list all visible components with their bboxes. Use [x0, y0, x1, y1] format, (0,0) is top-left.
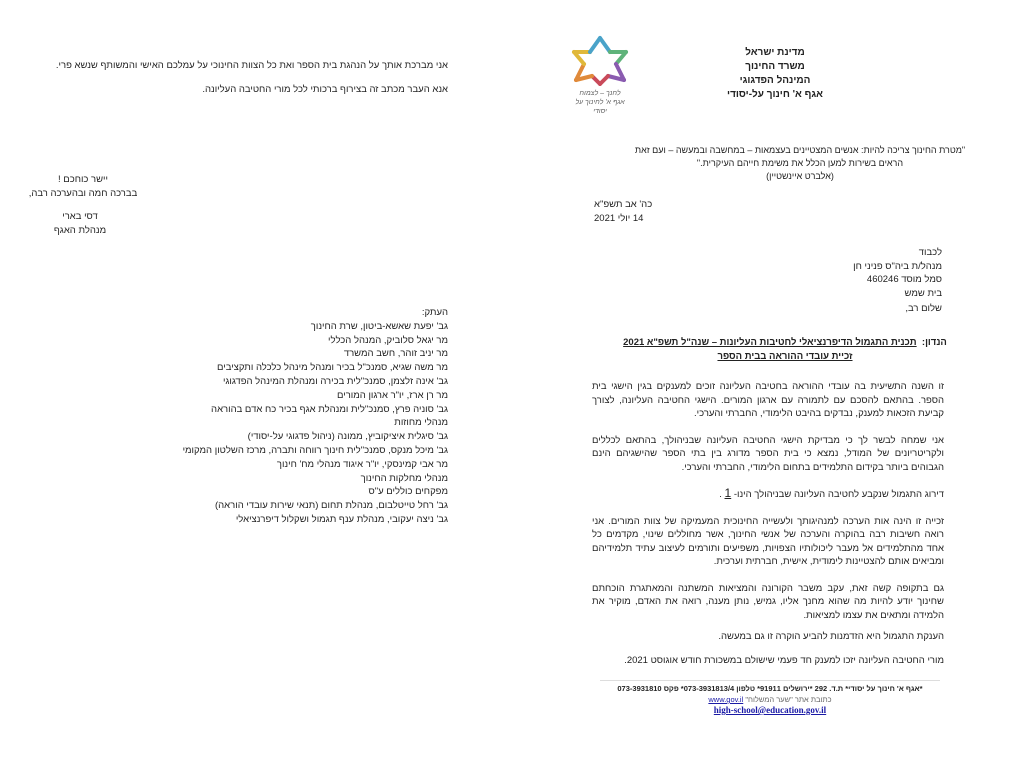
logo-caption-line: לחנך – לצמוח — [579, 90, 621, 97]
body-paragraph: הענקת התגמול היא הזדמנות להביע הוקרה זו גם במעשה. — [718, 631, 944, 642]
cc-label: העתק: — [421, 307, 448, 318]
letter-footer — [600, 680, 940, 716]
footer-contact: *אגף א' חינוך על יסודי* ת.ד. 292 *ירושלים 91911* טלפון 073-3931813/4* פקס 073-3931810 — [617, 684, 923, 693]
body-paragraph: זו השנה התשיעית בה עובדי ההוראה בחטיבה העליונה זוכים למענקים בגין הישגי בית הספר. בהתאם להסכם עם לתמורה עם ארגון המורים. הישגי החטיבה העליונה, לצורך קביעת הזכאות למענק, נבדקים בהיבט הלימודי, החברתי והערכי. — [592, 381, 944, 419]
quote-line: הראים בשירות למען הכלל את משימת חייהם העיקרית." — [696, 158, 904, 168]
signature — [40, 210, 120, 237]
cc-item: מנהלי מחלקות החינוך — [360, 472, 448, 484]
letterhead — [700, 46, 850, 102]
letterhead-line: משרד החינוך — [745, 61, 805, 72]
date-hebrew: כה' אב תשפ"א — [594, 199, 653, 210]
greeting-text: שלום רב, — [905, 303, 942, 314]
subject-label: הנדון: — [921, 337, 947, 348]
cc-list — [148, 306, 448, 527]
logo-caption-line: אגף א' לחינוך על יסודי — [575, 99, 625, 115]
footer-site-link[interactable]: www.gov.il — [708, 695, 744, 704]
ministry-logo — [568, 34, 632, 115]
einstein-quote — [600, 144, 1000, 183]
address-line: בית שמש — [904, 287, 942, 299]
cc-item: גב' ניצה יעקובי, מנהלת ענף תגמול ושקלול דיפרנציאלי — [235, 513, 448, 525]
address-line: לכבוד — [918, 247, 942, 258]
cc-item: גב' אינה זלצמן, סמנכ"לית בכירה ומנהלת המינהל הפדגוגי — [222, 375, 448, 387]
quote-line: "מטרת החינוך צריכה להיות: אנשים המצטיינים בעצמאות – במחשבה ובמעשה – ועם זאת — [634, 145, 966, 155]
star-logo-icon — [568, 34, 632, 86]
cc-item: מר יניב זוהר, חשב המשרד — [343, 348, 448, 360]
cc-item: גב' סיגלית איציקוביץ, ממונה (ניהול פדגוגי על-יסודי) — [247, 431, 448, 443]
cc-item: מר יגאל סלוביק, המנהל הכללי — [328, 334, 448, 346]
cc-item: גב' מיכל מנקס, סמנכ"לית חינוך רווחה ותברה, מרכז השלטון המקומי — [182, 444, 448, 456]
letterhead-line: המינהל הפדגוגי — [739, 75, 811, 86]
letter-date — [594, 198, 674, 225]
rank-value: 1 — [724, 486, 732, 500]
logo-caption — [568, 89, 632, 116]
cc-item: גב' יפעת שאשא-ביטון, שרת החינוך — [310, 320, 448, 332]
body-paragraph: אנא העבר מכתב זה בצירוף ברכותי לכל מורי החטיבה העליונה. — [202, 84, 448, 95]
body-paragraph: זכייה זו הינה אות הערכה למנהיגותך ולעשייה החינוכית המעמיקה של צוות המורים. אני רואה חשיבות רבה בהוקרה והערכה של אנשי החינוך, אשר מחוללים שינוי, מקדמים כל אחד מהתלמידים אל מעבר ליכולותיו הצפויות, משפיעים ותורמים לעיצוב עתיד תלמידיהם ומביאים אותם להצטיינות לימודית, אישית, חברתית וערכית. — [592, 515, 944, 567]
body-paragraph: מורי החטיבה העליונה יזכו למענק חד פעמי שישולם במשכורת חודש אוגוסט 2021. — [624, 654, 944, 666]
cc-item: מר רן ארז, יו"ר ארגון המורים — [337, 389, 448, 401]
subject — [620, 336, 950, 363]
footer-email-link[interactable]: high-school@education.gov.il — [713, 705, 827, 715]
address-line: סמל מוסד 460246 — [866, 274, 942, 285]
left-body — [34, 58, 448, 97]
cc-item: גב' רחל טייטלבום, מנהלת תחום (תנאי שירות עובדי הוראה) — [215, 500, 448, 512]
subject-line: זכיית עובדי ההוראה בבית הספר — [717, 350, 853, 362]
signer-title: מנהלת האגף — [53, 224, 107, 236]
quote-line: (אלברט איינשטיין) — [766, 171, 834, 181]
cc-item: מר משה שגיא, סמנכ"ל בכיר ומנהל מינהל כלכלה ותקציבים — [217, 362, 448, 374]
cc-item: מר אבי קמינסקי, יו"ר איגוד מנהלי מח' חינוך — [276, 458, 448, 470]
cc-item: מנהלי מחוזות — [394, 417, 448, 429]
letterhead-line: אגף א' חינוך על-יסודי — [727, 89, 823, 100]
body-paragraph: גם בתקופה קשה זאת, עקב משבר הקורונה והמציאות המשתנה והמאתגרת הוכחתם שחינוך יודע להיות מה שהוא מחנך אליו, גמיש, נותן מענה, רואה את האדם, מוקיר את הלמידה ומתאים את עצמו למציאות. — [592, 582, 944, 621]
body-paragraph: אני מברכת אותך על הנהגת בית הספר ואת כל הצוות החינוכי על עמלכם האישי והמשותף שנשא פרי. — [55, 60, 448, 71]
closing-line: יישר כוחכם ! — [57, 174, 108, 185]
greeting — [800, 302, 942, 316]
cc-item: מפקחים כוללים ע"ס — [368, 486, 448, 498]
rank-text: דירוג התגמול שנקבע לחטיבה העליונה שבניהולך הינו- — [733, 489, 944, 500]
letter-body — [592, 380, 944, 667]
recipient-address — [800, 246, 942, 300]
subject-line: תכנית התגמול הדיפרנציאלי לחטיבות העליונות – שנה"ל תשפ"א 2021 — [623, 337, 917, 348]
rank-line: דירוג התגמול שנקבע לחטיבה העליונה שבניהולך הינו- 1 . — [719, 486, 944, 500]
address-line: מנהל/ת ביה"ס פניני חן — [853, 260, 942, 272]
closing — [28, 173, 138, 200]
signer-name: דסי בארי — [62, 211, 98, 222]
letterhead-line: מדינת ישראל — [745, 47, 805, 58]
date-gregorian: 14 יולי 2021 — [594, 212, 644, 224]
footer-site-label: כתובת אתר "שער המשלוח" — [745, 695, 832, 704]
body-paragraph: אני שמחה לבשר לך כי מבדיקת הישגי החטיבה העליונה שבניהולך, בהתאם לכללים ולקריטריונים של המודל, נמצא כי בית הספר מדורג בין בתי הספר שהישגיהם הינם הגבוהים ביותר בקידום התלמידים בתחום הלימודי, החברתי והערכי. — [592, 434, 944, 473]
closing-line: בברכה חמה ובהערכה רבה, — [28, 187, 138, 199]
cc-item: גב' סוניה פרץ, סמנכ"לית ומנהלת אגף בכיר כח אדם בהוראה — [211, 403, 448, 415]
